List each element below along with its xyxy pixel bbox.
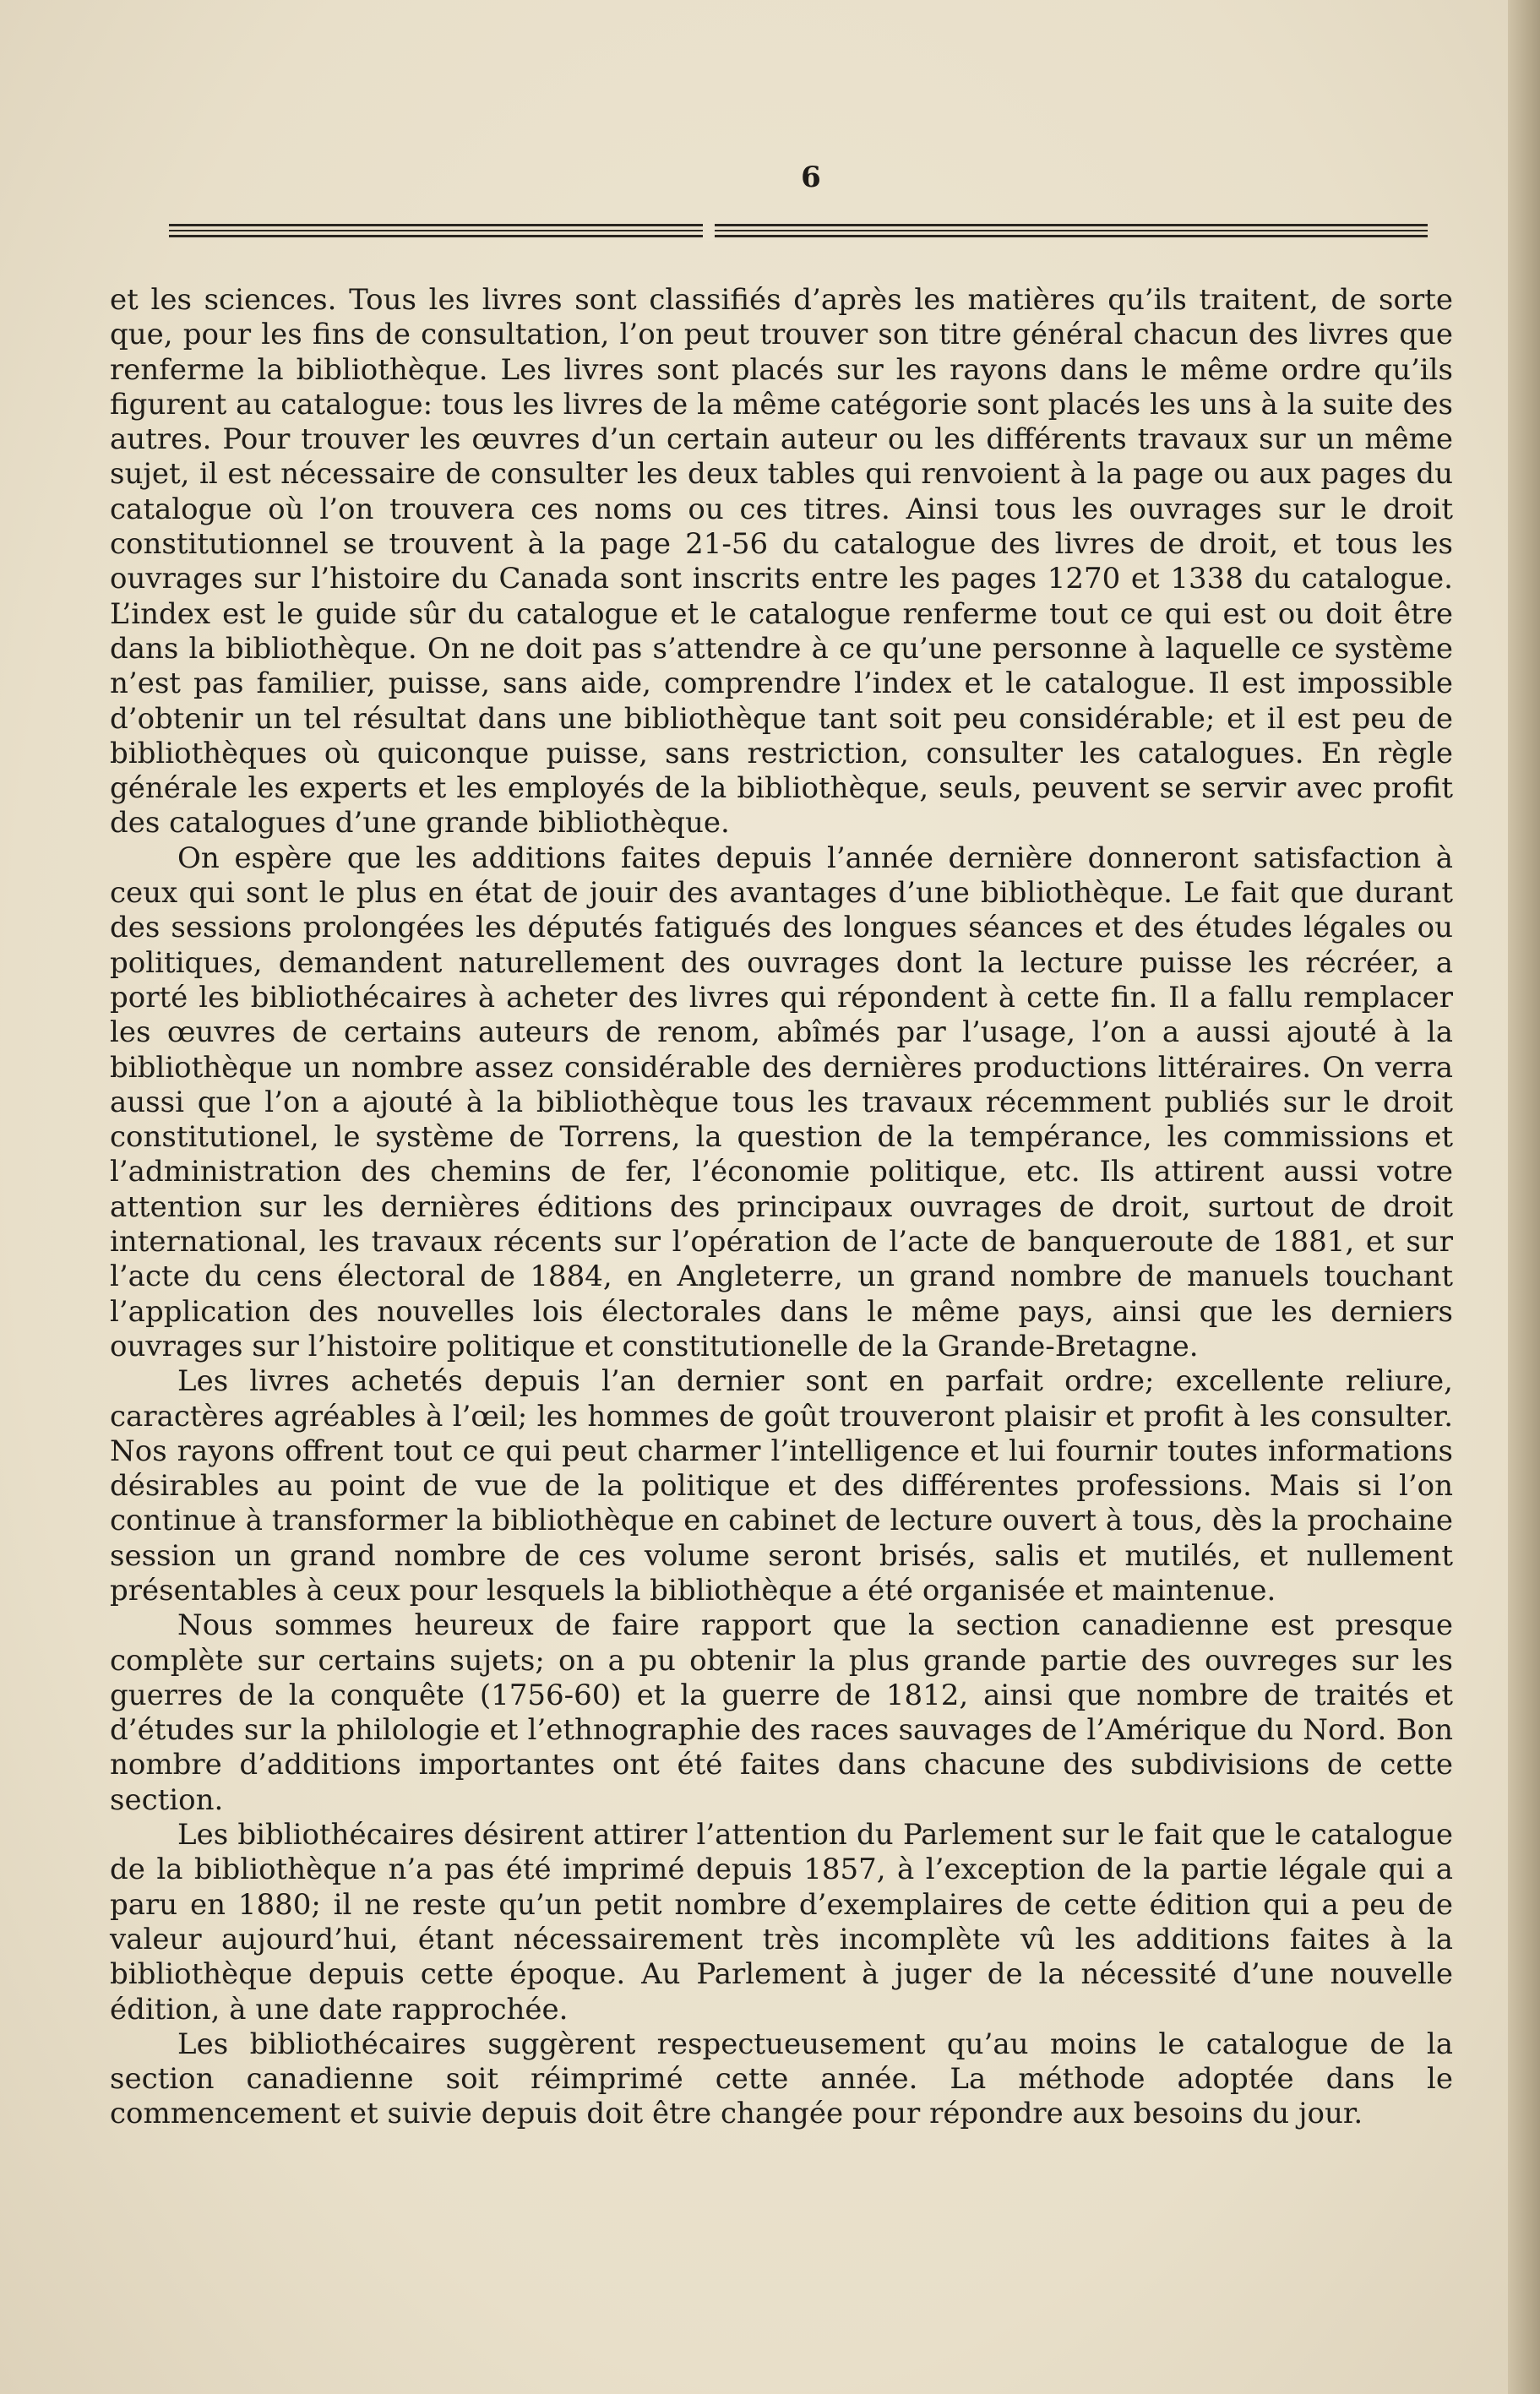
header-rule — [169, 224, 1428, 239]
paragraph: Les bibliothécaires désirent attirer l’attention du Parlement sur le fait que le catalogue de la bibliothèque n’a pas été imprimé depuis 1857, à l’exception de la partie légale qui a paru en 1880; il ne reste qu’un petit nombre d’exemplaires de cette édition qui a peu de valeur aujourd’hui, étant nécessairement très incomplète vû les additions faites à la bibliothèque depuis cette époque. Au Parlement à juger de la nécessité d’une nouvelle édition, à une date rapprochée. — [110, 1818, 1453, 2027]
page-number: 6 — [801, 161, 821, 194]
body-text — [110, 283, 1453, 2132]
paragraph: Les livres achetés depuis l’an dernier sont en parfait ordre; excellente reliure, caractères agréables à l’œil; les hommes de goût trouveront plaisir et profit à les consulter. Nos rayons offrent tout ce qui peut charmer l’intelligence et lui fournir toutes informations désirables au point de vue de la politique et des différentes professions. Mais si l’on continue à transformer la bibliothèque en cabinet de lecture ouvert à tous, dès la prochaine session un grand nombre de ces volume seront brisés, salis et mutilés, et nullement présentables à ceux pour lesquels la bibliothèque a été organisée et maintenue. — [110, 1364, 1453, 1608]
paragraph: On espère que les additions faites depuis l’année dernière donneront satisfaction à ceux qui sont le plus en état de jouir des avantages d’une bibliothèque. Le fait que durant des sessions prolongées les députés fatigués des longues séances et des études légales ou politiques, demandent naturellement des ouvrages dont la lecture puisse les récréer, a porté les bibliothécaires à acheter des livres qui répondent à cette fin. Il a fallu remplacer les œuvres de certains auteurs de renom, abîmés par l’usage, l’on a aussi ajouté à la bibliothèque un nombre assez considérable des dernières productions littéraires. On verra aussi que l’on a ajouté à la bibliothèque tous les travaux récemment publiés sur le droit constitutionel, le système de Torrens, la question de la tempérance, les commissions et l’administration des chemins de fer, l’économie politique, etc. Ils attirent aussi votre attention sur les dernières éditions des principaux ouvrages de droit, surtout de droit international, les travaux récents sur l’opération de l’acte de banqueroute de 1881, et sur l’acte du cens électoral de 1884, en Angleterre, un grand nombre de manuels touchant l’application des nouvelles lois électorales dans le même pays, ainsi que les derniers ouvrages sur l’histoire politique et constitutionelle de la Grande-Bretagne. — [110, 841, 1453, 1363]
paragraph: Nous sommes heureux de faire rapport que la section canadienne est presque complète sur certains sujets; on a pu obtenir la plus grande partie des ouvreges sur les guerres de la conquête (1756-60) et la guerre de 1812, ainsi que nombre de traités et d’études sur la philologie et l’ethnographie des races sauvages de l’Amérique du Nord. Bon nombre d’additions importantes ont été faites dans chacune des subdivisions de cette section. — [110, 1608, 1453, 1817]
paragraph: et les sciences. Tous les livres sont classifiés d’après les matières qu’ils traitent, de sorte que, pour les fins de consultation, l’on peut trouver son titre général chacun des livres que renferme la bibliothèque. Les livres sont placés sur les rayons dans le même ordre qu’ils figurent au catalogue: tous les livres de la même catégorie sont placés les uns à la suite des autres. Pour trouver les œuvres d’un certain auteur ou les différents travaux sur un même sujet, il est nécessaire de consulter les deux tables qui renvoient à la page ou aux pages du catalogue où l’on trouvera ces noms ou ces titres. Ainsi tous les ouvrages sur le droit constitutionnel se trouvent à la page 21-56 du catalogue des livres de droit, et tous les ouvrages sur l’histoire du Canada sont inscrits entre les pages 1270 et 1338 du catalogue. L’index est le guide sûr du catalogue et le catalogue renferme tout ce qui est ou doit être dans la bibliothèque. On ne doit pas s’attendre à ce qu’une personne à laquelle ce système n’est pas familier, puisse, sans aide, comprendre l’index et le catalogue. Il est impossible d’obtenir un tel résultat dans une bibliothèque tant soit peu considérable; et il est peu de bibliothèques où quiconque puisse, sans restriction, consulter les catalogues. En règle générale les experts et les employés de la bibliothèque, seuls, peuvent se servir avec profit des catalogues d’une grande bibliothèque. — [110, 283, 1453, 841]
book-edge — [1508, 0, 1540, 2394]
paragraph: Les bibliothécaires suggèrent respectueusement qu’au moins le catalogue de la section canadienne soit réimprimé cette année. La méthode adoptée dans le commencement et suivie depuis doit être changée pour répondre aux besoins du jour. — [110, 2027, 1453, 2131]
